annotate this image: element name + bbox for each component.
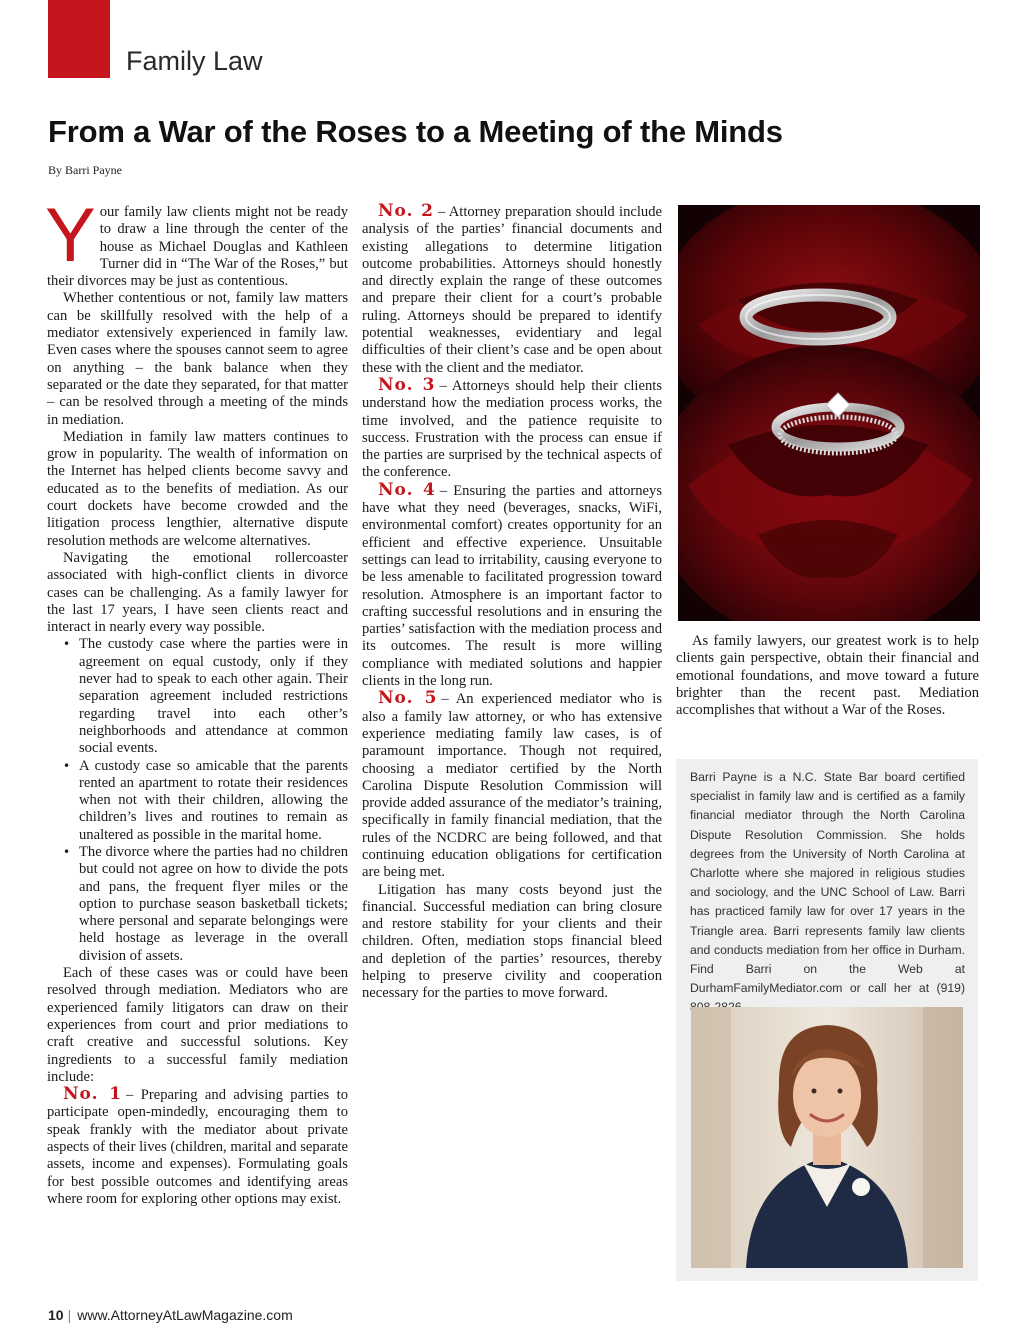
ingredient-number: No. 5 <box>378 688 438 709</box>
ingredient-number: No. 1 <box>63 1084 123 1105</box>
ingredient-number: No. 4 <box>378 479 436 500</box>
ingredient-number: No. 3 <box>378 374 436 395</box>
list-item: • The divorce where the parties had no children but could not agree on how to divide the pots and pans, the frequent flyer miles or the option to purchase season basketball tickets; where personal and separate belongings were held hostage as leverage in the overall division of assets. <box>79 844 348 965</box>
rings-illustration <box>678 205 980 621</box>
author-bio: Barri Payne is a N.C. State Bar board certified specialist in family law and is certified as a family financial mediator through the North Carolina Dispute Resolution Commission. She holds degrees from the University of North Carolina at Charlotte where she majored in religious studies and sociology, and the UNC School of Law. Barri has practiced family law for over 17 years in the Triangle area. Barri represents family law clients and conducts mediation from her office in Durham. Find Barri on the Web at DurhamFamilyMediator.com or call her at (919) <box>690 770 965 996</box>
ingredient-text: – Preparing and advising parties to participate open-mindedly, encouraging them to speak frankly with the mediator about private aspects of their lives (children, marital and separate assets, income and expenses). Formulating goals for best possible outcomes and identifying areas where room for exploring other options may exist. <box>47 1087 348 1207</box>
ingredient-text: – Ensuring the parties and attorneys have what they need (beverages, snacks, WiFi, environmental comfort) creates opportunity for an efficient and effective experience. Unsuitable settings can lead to irritability, causing everyone to be less amenable to facilitated progression toward resolution. Atmosphere is an important factor to crafting successful resolutions and in ensuring the parties’ satisfaction with the mediation process and its outcomes. The result is more willing compliance with mediated solutions and happier clients in the long run. <box>362 482 662 690</box>
author-portrait-photo <box>691 1007 963 1268</box>
ingredient-number: No. 2 <box>378 201 434 221</box>
paragraph-7: As family lawyers, our greatest work is to help clients gain perspective, obtain their financial and emotional foundations, and move toward a future brighter than the recent past. Mediation accomplishes that without a War of the Roses. <box>676 633 979 719</box>
section-color-tab <box>48 0 110 78</box>
page-number: 10 <box>48 1307 64 1323</box>
article-title: From a War of the Roses to a Meeting of the Minds <box>48 114 783 149</box>
ingredient-3 <box>362 374 662 482</box>
case-examples-list <box>47 636 348 965</box>
footer-divider: | <box>67 1307 72 1323</box>
paragraph-2: Whether contentious or not, family law matters can be skillfully resolved with the help of a mediator extensively experienced in family law. Even cases where the spouses cannot seem to agree on anything – the bank balance when they separated or the date they separated, for that matter – can be resolved through a meeting of the minds in mediation. <box>47 290 348 428</box>
ingredient-4 <box>362 479 662 691</box>
ingredient-1 <box>47 1086 348 1208</box>
drop-cap: Y <box>45 193 96 278</box>
rings-on-roses-photo <box>678 205 980 621</box>
intro-text: our family law clients might not be ready to draw a line through the center of the house as Michael Douglas and Kathleen Turner did in “The War of the Roses,” but their divorces may be just as contentious. <box>47 204 348 290</box>
page-footer <box>48 1307 293 1323</box>
list-item: • A custody case so amicable that the parents rented an apartment to rotate their residences when not with their children, allowing the children’s lives and routines to remain as unaltered as possible in the marital home. <box>79 758 348 844</box>
ingredient-5 <box>362 690 662 881</box>
intro-paragraph <box>45 193 348 290</box>
paragraph-6: Litigation has many costs beyond just the financial. Successful mediation can bring closure and restore stability for your clients and their children. Often, mediation stops financial bleed and depletion of the parties’ resources, thereby helping to preserve civility and cooperation necessary for the parties to move forward. <box>362 881 662 1002</box>
ingredient-2 <box>362 203 662 377</box>
column-1 <box>45 193 348 1208</box>
column-3 <box>676 633 979 719</box>
magazine-website: www.AttorneyAtLawMagazine.com <box>77 1307 293 1323</box>
portrait-illustration <box>691 1007 963 1268</box>
ingredient-text: – Attorneys should help their clients understand how the mediation process works, the time involved, and the patience requisite to success. Frustration with the process can ensue if the parties are surprised by the technical aspects of the conference. <box>362 377 662 481</box>
ingredient-text: – An experienced mediator who is also a family law attorney, or who has extensive experience mediating family law cases, is of paramount importance. Though not required, choosing a mediator certified by the North Carolina Dispute Resolution Commission will provide added assurance of the mediator’s training, specifically in family financial mediation, that the rules of the NCDRC are being followed, and that continuing education obligations for certification are being met. <box>362 691 662 881</box>
paragraph-5: Each of these cases was or could have been resolved through mediation. Mediators who are experienced family litigators can draw on their experiences from court and prior mediations to craft creative and successful solutions. Key ingredients to a successful family mediation include: <box>47 965 348 1085</box>
list-item: • The custody case where the parties were in agreement on equal custody, only if they never had to speak to each other again. Their separation agreement included restrictions regarding travel into each other’s neighborhoods and attendance at common social events. <box>79 636 348 757</box>
byline: By Barri Payne <box>48 163 122 177</box>
paragraph-3: Mediation in family law matters continues to grow in popularity. The wealth of information on the Internet has helped clients become savvy and educated as to the benefits of mediation. As our court dockets have become crowded and the litigation process lengthier, alternative dispute resolution methods are welcome alternatives. <box>47 428 348 549</box>
section-label: Family Law <box>126 46 263 76</box>
paragraph-4: Navigating the emotional rollercoaster associated with high-conflict clients in divorce cases can be challenging. As a family lawyer for the last 17 years, I have seen clients react and interact in nearly every way possible. <box>47 549 348 636</box>
column-2 <box>362 203 662 1003</box>
ingredient-text: – Attorney preparation should include analysis of the parties’ financial documents and existing allegations to determine litigation outcome probabilities. Attorneys should honestly and directly explain the range of these outcomes and prepare their client for a court’s probable ruling. Attorneys should be prepared to identify potential weaknesses, evidentiary and legal difficulties of their client’s case and be open about these with the client and the mediator. <box>362 204 662 376</box>
